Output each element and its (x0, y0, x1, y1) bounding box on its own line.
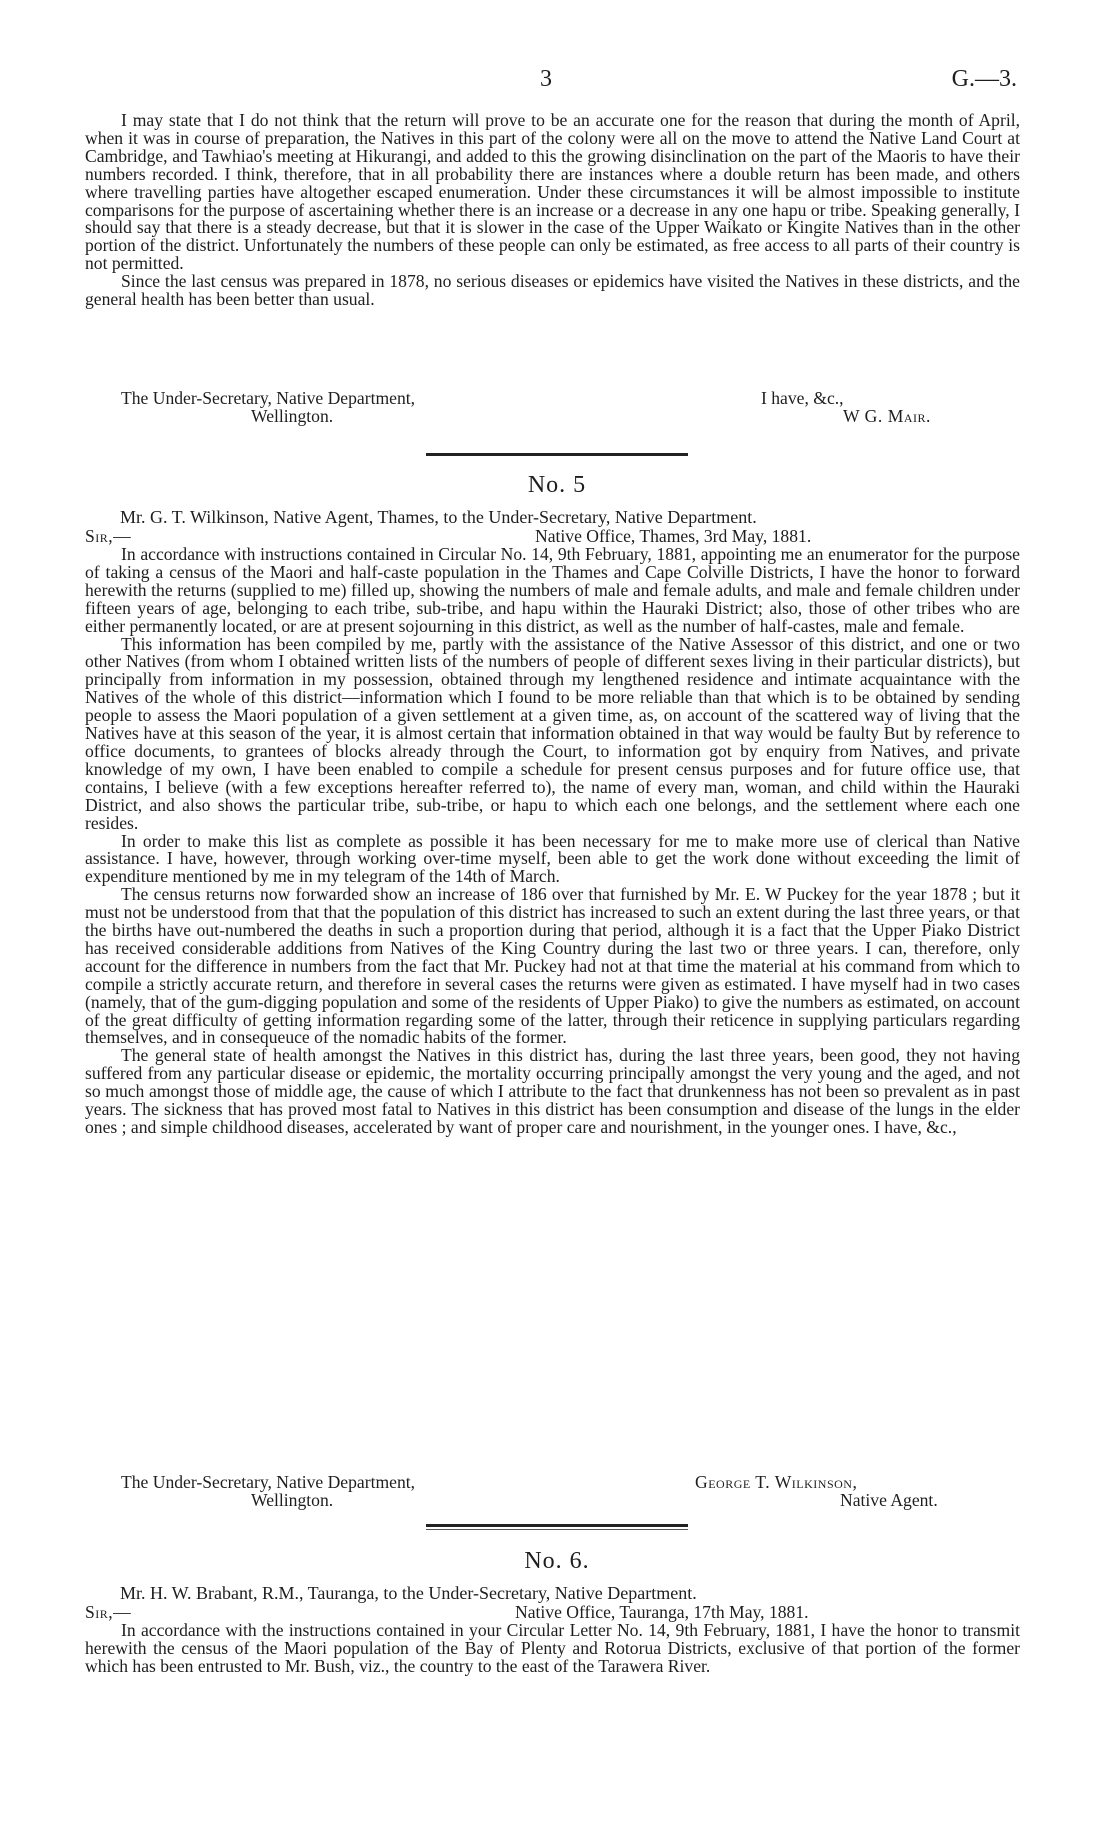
address-line: Mr. H. W. Brabant, R.M., Tauranga, to the Under-Secretary, Native Department. (120, 1583, 697, 1603)
sir: Sir,— (85, 526, 132, 546)
salutation: I have, &c., (761, 388, 844, 408)
paragraph: This information has been compiled by me, partly with the assistance of the Native Assessor of this district, and one or two other Natives (from whom I obtained written lists of the numbers of people of different sexes living in their particular districts), but principally from information in my possession, obtained through my lengthened residence and intimate acquaintance with the Natives of the whole of this district—information which I found to be more reliable than that which is to be obtained by sending people to assess the Maori population of a given settlement at a given time, as, on account of the scattered way of living that the Natives have at this season of the year, it is almost certain that information obtained in that way would be faulty But by reference to office documents, to grantees of blocks already through the Court, to information got by enquiry from Natives, and private knowledge of my own, I have been enabled to compile a schedule for present census purposes and for future office use, that contains, I believe (with a few exceptions hereafter referred to), the name of every man, woman, and child within the Hauraki District, and also shows the particular tribe, sub-tribe, or hapu to which each one belongs, and the settlement where each one resides. (85, 633, 1020, 833)
letter6-body (85, 1622, 1020, 1676)
addressee-city: Wellington. (251, 406, 334, 426)
address-line: Mr. G. T. Wilkinson, Native Agent, Thames, to the Under-Secretary, Native Department. (120, 507, 757, 527)
paragraph: I may state that I do not think that the return will prove to be an accurate one for the reason that during the month of April, when it was in course of preparation, the Natives in this part of the colony were all on the move to attend the Native Land Court at Cambridge, and Tawhiao's meeting at Hikurangi, and added to this the growing disinclination on the part of the Maoris to have their numbers recorded. I think, therefore, that in all probability there are instances where a double return has been made, and others where travelling parties have altogether escaped enumeration. Under these circumstances it will be almost impossible to institute comparisons for the purpose of ascertaining whether there is an increase or a decrease in any one hapu or tribe. Speaking generally, I should say that there is a steady decrease, but that it is slower in the case of the Upper Waikato or Kingite Natives than in the other portion of the district. Unfortunately the numbers of these people can only be estimated, as free access to all parts of their country is not permitted. (85, 110, 1020, 274)
section-heading: No. 5 (527, 472, 587, 498)
salutation-line (85, 1603, 1020, 1621)
letter5-body (85, 546, 1020, 1137)
salutation-line (85, 527, 1020, 545)
section-heading: No. 6. (524, 1548, 590, 1574)
letter5-closing (85, 1474, 1020, 1510)
paragraph: In accordance with the instructions contained in your Circular Letter No. 14, 9th February, 1881, I have the honor to transmit herewith the census of the Maori population of the Bay of Plenty and Rotorua Districts, exclusive of that portion of the former which has been entrusted to Mr. Bush, viz., the country to the east of the Tarawera River. (85, 1620, 1020, 1676)
section-divider (426, 1524, 688, 1527)
page-number: 3 (540, 66, 552, 92)
sir: Sir,— (85, 1602, 132, 1622)
signature: W G. Mair. (843, 406, 931, 426)
signature: George T. Wilkinson, (695, 1472, 858, 1492)
addressee-line: The Under-Secretary, Native Department, (121, 1472, 416, 1492)
page-header (0, 66, 1114, 98)
section-divider-thin (426, 1529, 688, 1530)
paragraph: The census returns now forwarded show an increase of 186 over that furnished by Mr. E. W Puckey for the year 1878 ; but it must not be understood from that that the population of this district has increased to such an extent during the last three years, or that the births have out-numbered the deaths in such a proportion during that period, although it is a fact that the Upper Piako District has received considerable additions from Natives of the King Country during the last two or three years. I can, therefore, only account for the difference in numbers from the fact that Mr. Puckey had not at that time the material at his command from which to compile a strictly accurate return, and therefore in several cases the returns were given as estimated. I have myself had in two cases (namely, that of the gum-digging population and some of the residents of Upper Piako) to give the numbers as estimated, on account of the great difficulty of getting information regarding some of the latter, through their reticence in supplying particulars regarding themselves, and in consequeuce of the nomadic habits of the former. (85, 884, 1020, 1048)
addressee-line: The Under-Secretary, Native Department, (121, 388, 416, 408)
dateline: Native Office, Thames, 3rd May, 1881. (535, 526, 812, 546)
paragraph: Since the last census was prepared in 1878, no serious diseases or epidemics have visited the Natives in these districts, and the general health has been better than usual. (85, 271, 1020, 310)
paragraph: The general state of health amongst the Natives in this district has, during the last three years, been good, they not having suffered from any particular disease or epidemic, the mortality occurring principally amongst the very young and the aged, and not so much amongst those of middle age, the cause of which I attribute to the fact that drunkenness has not been so prevalent as in past years. The sickness that has proved most fatal to Natives in this district has been consumption and disease of the lungs in the elder ones ; and simple childhood diseases, accelerated by want of proper care and nourishment, in the younger ones. I have, &c., (85, 1045, 1020, 1137)
paragraph: In accordance with instructions contained in Circular No. 14, 9th February, 1881, appointing me an enumerator for the purpose of taking a census of the Maori and half-caste population in the Thames and Cape Colville Districts, I have the honor to forward herewith the returns (supplied to me) filled up, showing the numbers of male and female adults, and male and female children under fifteen years of age, belonging to each tribe, sub-tribe, and hapu within the Hauraki District; also, those of other tribes who are either permanently located, or are at present sojourning in this district, as well as the number of half-castes, male and female. (85, 544, 1020, 636)
signatory-title: Native Agent. (840, 1490, 938, 1510)
continued-letter-body (85, 112, 1020, 309)
continued-letter-closing (85, 390, 1020, 426)
document-reference: G.—3. (951, 66, 1017, 92)
dateline: Native Office, Tauranga, 17th May, 1881. (515, 1602, 809, 1622)
paragraph: In order to make this list as complete as possible it has been necessary for me to make more use of clerical than Native assistance. I have, however, through working over-time myself, been able to get the work done without exceeding the limit of expenditure mentioned by me in my telegram of the 14th of March. (85, 830, 1020, 887)
section-divider (426, 453, 688, 456)
addressee-city: Wellington. (251, 1490, 334, 1510)
